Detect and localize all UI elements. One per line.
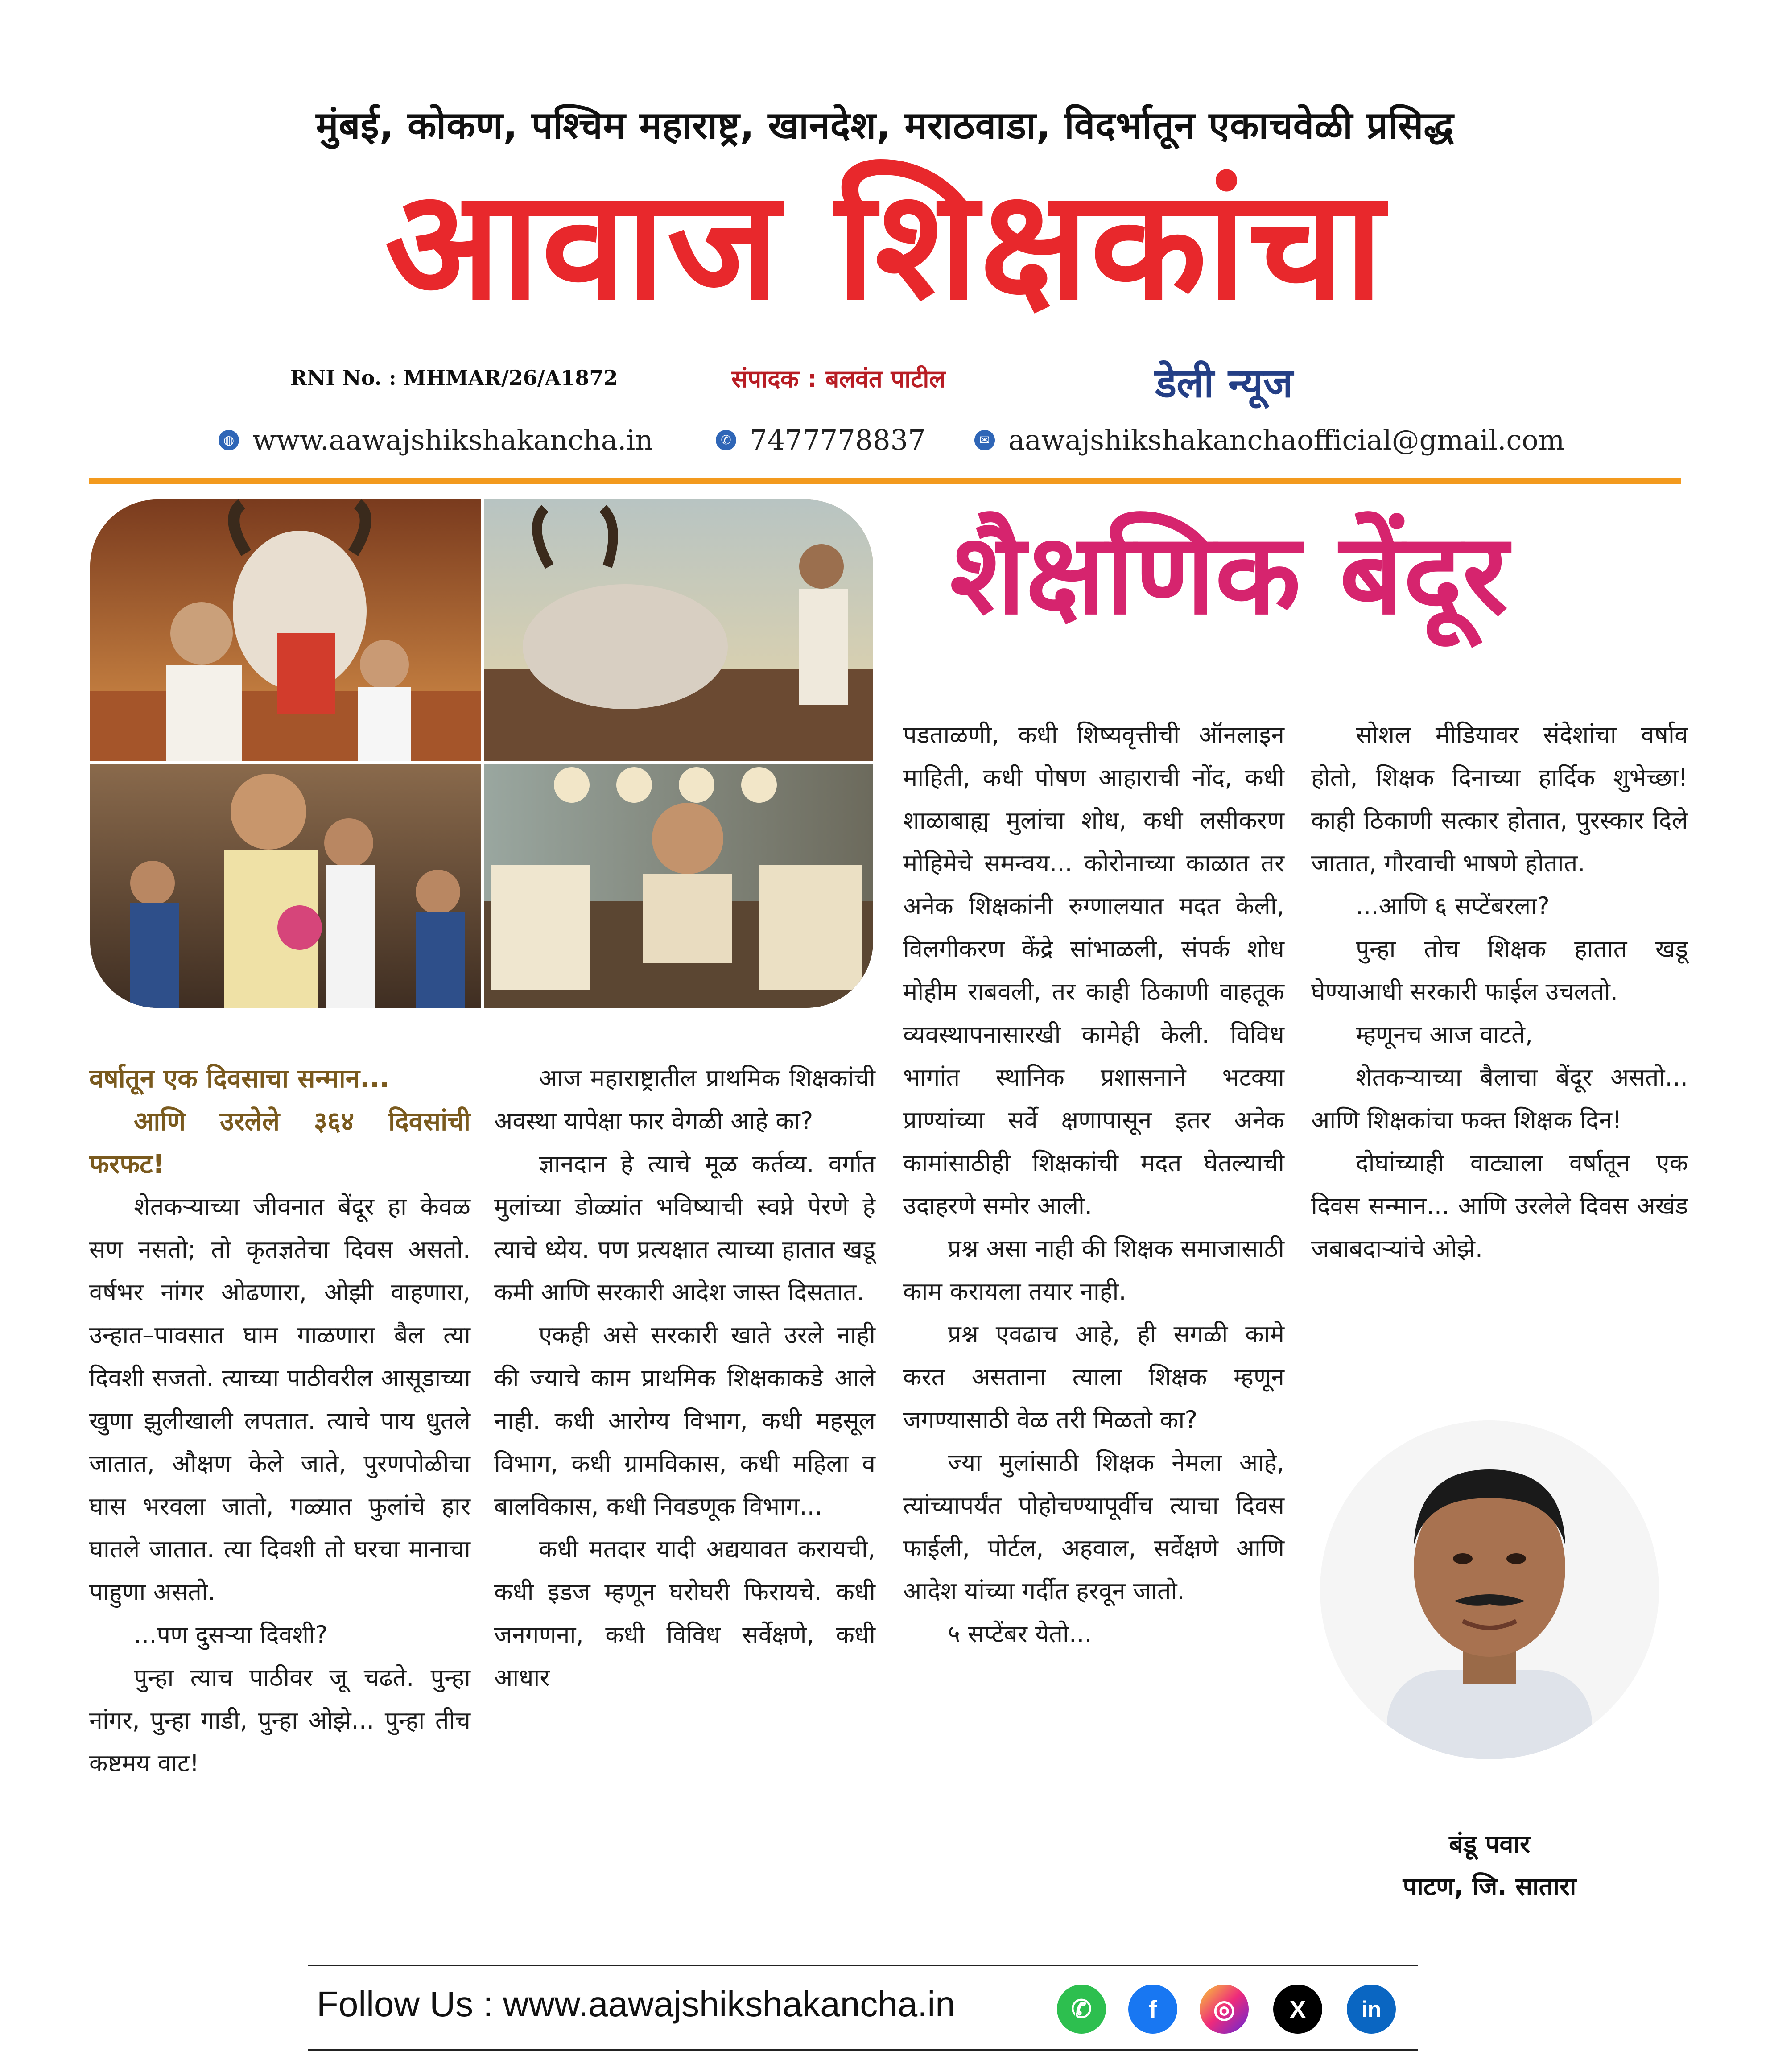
phone-icon: ✆ (716, 430, 736, 450)
footer-divider-bottom (308, 2049, 1418, 2051)
author-place: पाटण, जि. सातारा (1403, 1872, 1576, 1901)
masthead-title: आवाज शिक्षकांचा (384, 157, 1386, 334)
paragraph: एकही असे सरकारी खाते उरले नाही की ज्याचे काम प्राथमिक शिक्षकाकडे आले नाही. कधी आरोग्य विभाग, कधी महसूल विभाग, कधी ग्रामविकास, कधी महिला व बालविकास, कधी निवडणूक विभाग... (494, 1321, 875, 1520)
article-subhead-1: वर्षातून एक दिवसाचा सन्मान... (89, 1063, 390, 1094)
article-collage-image (90, 499, 873, 1008)
paragraph: ज्ञानदान हे त्याचे मूळ कर्तव्य. वर्गात मुलांच्या डोळ्यांत भविष्याची स्वप्ने पेरणे हे त्याचे ध्येय. पण प्रत्यक्षात त्याच्या हातात खडू कमी आणि सरकारी आदेश जास्त दिसतात. (494, 1150, 875, 1306)
header-divider (89, 478, 1681, 484)
paragraph: सोशल मीडियावर संदेशांचा वर्षाव होतो, शिक्षक दिनाच्या हार्दिक शुभेच्छा! काही ठिकाणी सत्कार होतात, पुरस्कार दिले जातात, गौरवाची भाषणे होतात. (1311, 721, 1688, 877)
website-text[interactable]: www.aawajshikshakancha.in (252, 424, 653, 456)
paragraph: पडताळणी, कधी शिष्यवृत्तीची ऑनलाइन माहिती, कधी पोषण आहाराची नोंद, कधी शाळाबाह्य मुलांचा शोध, कधी लसीकरण मोहिमेचे समन्वय... कोरोनाच्या काळात तर अनेक शिक्षकांनी रुग्णालयात मदत केली, विलगीकरण केंद्रे सांभाळली, संपर्क शोध मोहीम राबवली, तर काही ठिकाणी वाहतूक व्यवस्थापनासारखी कामेही केली. विविध भागांत स्थानिक प्रशासनाने भटक्या प्राण्यांच्या सर्वे क्षणापासून इतर अनेक कामांसाठीही शिक्षकांची मदत घेतल्याची उदाहरणे समोर आली. (903, 721, 1284, 1220)
facebook-icon[interactable]: f (1128, 1985, 1177, 2034)
follow-us-link[interactable]: Follow Us : www.aawajshikshakancha.in (317, 1984, 955, 2024)
paragraph: म्हणूनच आज वाटते, (1356, 1020, 1533, 1048)
x-icon[interactable]: X (1273, 1985, 1322, 2034)
mail-icon: ✉ (974, 430, 995, 450)
paragraph: आज महाराष्ट्रातील प्राथमिक शिक्षकांची अवस्था यापेक्षा फार वेगळी आहे का? (494, 1064, 875, 1135)
footer-divider-top (308, 1965, 1418, 1966)
tagline: मुंबई, कोकण, पश्चिम महाराष्ट्र, खानदेश, मराठवाडा, विदर्भातून एकाचवेळी प्रसिद्ध (316, 103, 1454, 147)
article-column-4 (1311, 714, 1688, 1270)
paragraph: शेतकऱ्याच्या बैलाचा बेंदूर असतो... आणि शिक्षकांचा फक्त शिक्षक दिन! (1311, 1063, 1688, 1134)
paragraph: ज्या मुलांसाठी शिक्षक नेमला आहे, त्यांच्यापर्यंत पोहोचण्यापूर्वीच त्याचा दिवस फाईली, पोर्टल, अहवाल, सर्वेक्षणे आणि आदेश यांच्या गर्दीत हरवून जातो. (903, 1449, 1284, 1605)
paragraph: कधी मतदार यादी अद्ययावत करायची, कधी इडज म्हणून घरोघरी फिरायचे. कधी जनगणना, कधी विविध सर्वेक्षणे, कधी आधार (494, 1535, 875, 1692)
phone-text[interactable]: 7477778837 (750, 424, 926, 456)
linkedin-icon[interactable]: in (1347, 1985, 1396, 2034)
author-photo (1320, 1420, 1659, 1759)
contact-phone[interactable] (716, 424, 925, 456)
paragraph: पुन्हा तोच शिक्षक हातात खडू घेण्याआधी सरकारी फाईल उचलतो. (1311, 935, 1688, 1006)
contact-email[interactable] (974, 424, 1564, 456)
paragraph: शेतकऱ्याच्या जीवनात बेंदूर हा केवळ सण नसतो; तो कृतज्ञतेचा दिवस असतो. वर्षभर नांगर ओढणारा, ओझी वाहणारा, उन्हात–पावसात घाम गाळणारा बैल त्या दिवशी सजतो. त्याच्या पाठीवरील आसूडाच्या खुणा झुलीखाली लपतात. त्याचे पाय धुतले जातात, औक्षण केले जाते, पुरणपोळीचा घास भरवला जातो, गळ्यात फुलांचे हार घातले जातात. त्या दिवशी तो घरचा मानाचा पाहुणा असतो. (89, 1193, 470, 1606)
paragraph: प्रश्न एवढाच आहे, ही सगळी कामे करत असताना त्याला शिक्षक म्हणून जगण्यासाठी वेळ तरी मिळतो का? (903, 1320, 1284, 1434)
contact-website[interactable] (219, 424, 653, 456)
paragraph: प्रश्न असा नाही की शिक्षक समाजासाठी काम करायला तयार नाही. (903, 1234, 1284, 1305)
paragraph: ...पण दुसऱ्या दिवशी? (134, 1621, 328, 1649)
article-headline: शैक्षणिक बेंदूर (950, 509, 1508, 639)
article-column-1 (89, 1057, 470, 1785)
paragraph: ५ सप्टेंबर येतो... (948, 1620, 1092, 1648)
article-subhead-2: आणि उरलेले ३६४ दिवसांची फरफट! (89, 1106, 470, 1179)
email-text[interactable]: aawajshikshakanchaofficial@gmail.com (1008, 424, 1565, 456)
editor-credit: संपादक : बलवंत पाटील (731, 365, 946, 393)
paragraph: ...आणि ६ सप्टेंबरला? (1356, 892, 1550, 920)
article-column-2 (494, 1057, 875, 1699)
paragraph: दोघांच्याही वाट्याला वर्षातून एक दिवस सन्मान... आणि उरलेले दिवस अखंड जबाबदाऱ्यांचे ओझे. (1311, 1149, 1688, 1263)
instagram-icon[interactable]: ◎ (1200, 1985, 1249, 2034)
article-column-3 (903, 714, 1284, 1655)
whatsapp-icon[interactable]: ✆ (1057, 1985, 1106, 2034)
globe-icon: ◍ (219, 430, 239, 450)
rni-number: RNI No. : MHMAR/26/A1872 (290, 366, 618, 390)
author-name: बंडू पवार (1449, 1830, 1530, 1859)
paragraph: पुन्हा त्याच पाठीवर जू चढते. पुन्हा नांगर, पुन्हा गाडी, पुन्हा ओझे... पुन्हा तीच कष्टमय वाट! (89, 1663, 470, 1777)
daily-news-label: डेली न्यूज (1155, 360, 1293, 407)
